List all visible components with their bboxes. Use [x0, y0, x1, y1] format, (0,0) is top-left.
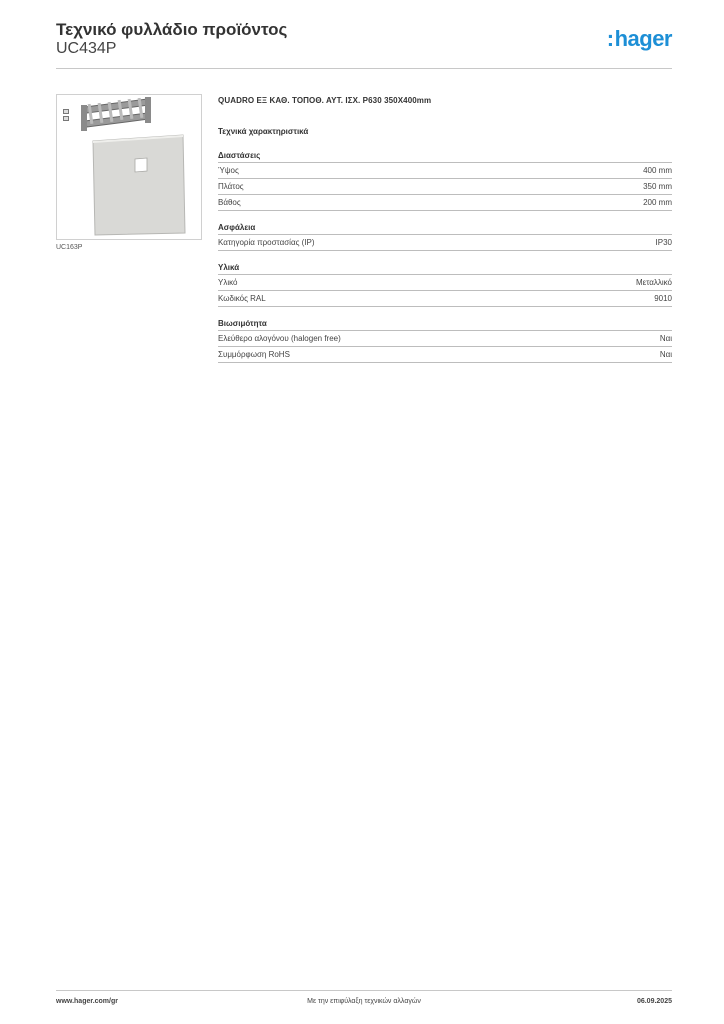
spec-row-height: [218, 163, 672, 179]
image-caption: UC163P: [56, 244, 83, 251]
tech-characteristics-heading: Τεχνικά χαρακτηριστικά: [218, 127, 309, 136]
footer-divider: [56, 990, 672, 991]
spec-label: Κατηγορία προστασίας (IP): [218, 238, 315, 247]
spec-row-ral: [218, 291, 672, 307]
header-divider: [56, 68, 672, 69]
section-title: Διαστάσεις: [218, 151, 672, 163]
product-details: [218, 96, 672, 375]
spec-value: Ναι: [659, 350, 672, 359]
spec-value: IP30: [655, 238, 672, 247]
spec-value: 400 mm: [643, 166, 672, 175]
logo-text: hager: [614, 26, 672, 51]
footer-website-link[interactable]: www.hager.com/gr: [56, 998, 118, 1005]
product-illustration: [57, 95, 201, 239]
spec-value: 9010: [654, 294, 672, 303]
footer-date: 06.09.2025: [636, 998, 672, 1005]
spec-row-depth: [218, 195, 672, 211]
spec-label: Βάθος: [218, 198, 241, 207]
section-materials: [218, 263, 672, 307]
logo-colon: :: [606, 26, 614, 51]
section-safety: [218, 223, 672, 251]
spec-row-rohs: [218, 347, 672, 363]
product-code: UC434P: [56, 40, 117, 57]
spec-value: 350 mm: [643, 182, 672, 191]
spec-row-ip-class: [218, 235, 672, 251]
footer-notice: Με την επιφύλαξη τεχνικών αλλαγών: [307, 998, 421, 1005]
spec-label: Πλάτος: [218, 182, 244, 191]
spec-label: Υλικό: [218, 278, 238, 287]
spec-label: Κωδικός RAL: [218, 294, 266, 303]
spec-value: Μεταλλικό: [635, 278, 672, 287]
spec-value: 200 mm: [643, 198, 672, 207]
spec-label: Ύψος: [218, 166, 239, 175]
spec-value: Ναι: [659, 334, 672, 343]
page-header: [56, 20, 672, 70]
spec-label: Ελεύθερο αλογόνου (halogen free): [218, 334, 341, 343]
product-image: [56, 94, 202, 240]
spec-row-material: [218, 275, 672, 291]
spec-row-halogen-free: [218, 331, 672, 347]
hager-logo: [607, 26, 672, 52]
section-title: Υλικά: [218, 263, 672, 275]
spec-label: Συμμόρφωση RoHS: [218, 350, 290, 359]
spec-row-width: [218, 179, 672, 195]
section-title: Ασφάλεια: [218, 223, 672, 235]
document-title: Τεχνικό φυλλάδιο προϊόντος: [56, 20, 288, 39]
section-title: Βιωσιμότητα: [218, 319, 672, 331]
section-dimensions: [218, 151, 672, 211]
product-name: QUADRO ΕΞ ΚΑΘ. ΤΟΠΟΘ. ΑΥΤ. ΙΣΧ. P630 350X400mm: [218, 96, 432, 105]
section-sustainability: [218, 319, 672, 363]
